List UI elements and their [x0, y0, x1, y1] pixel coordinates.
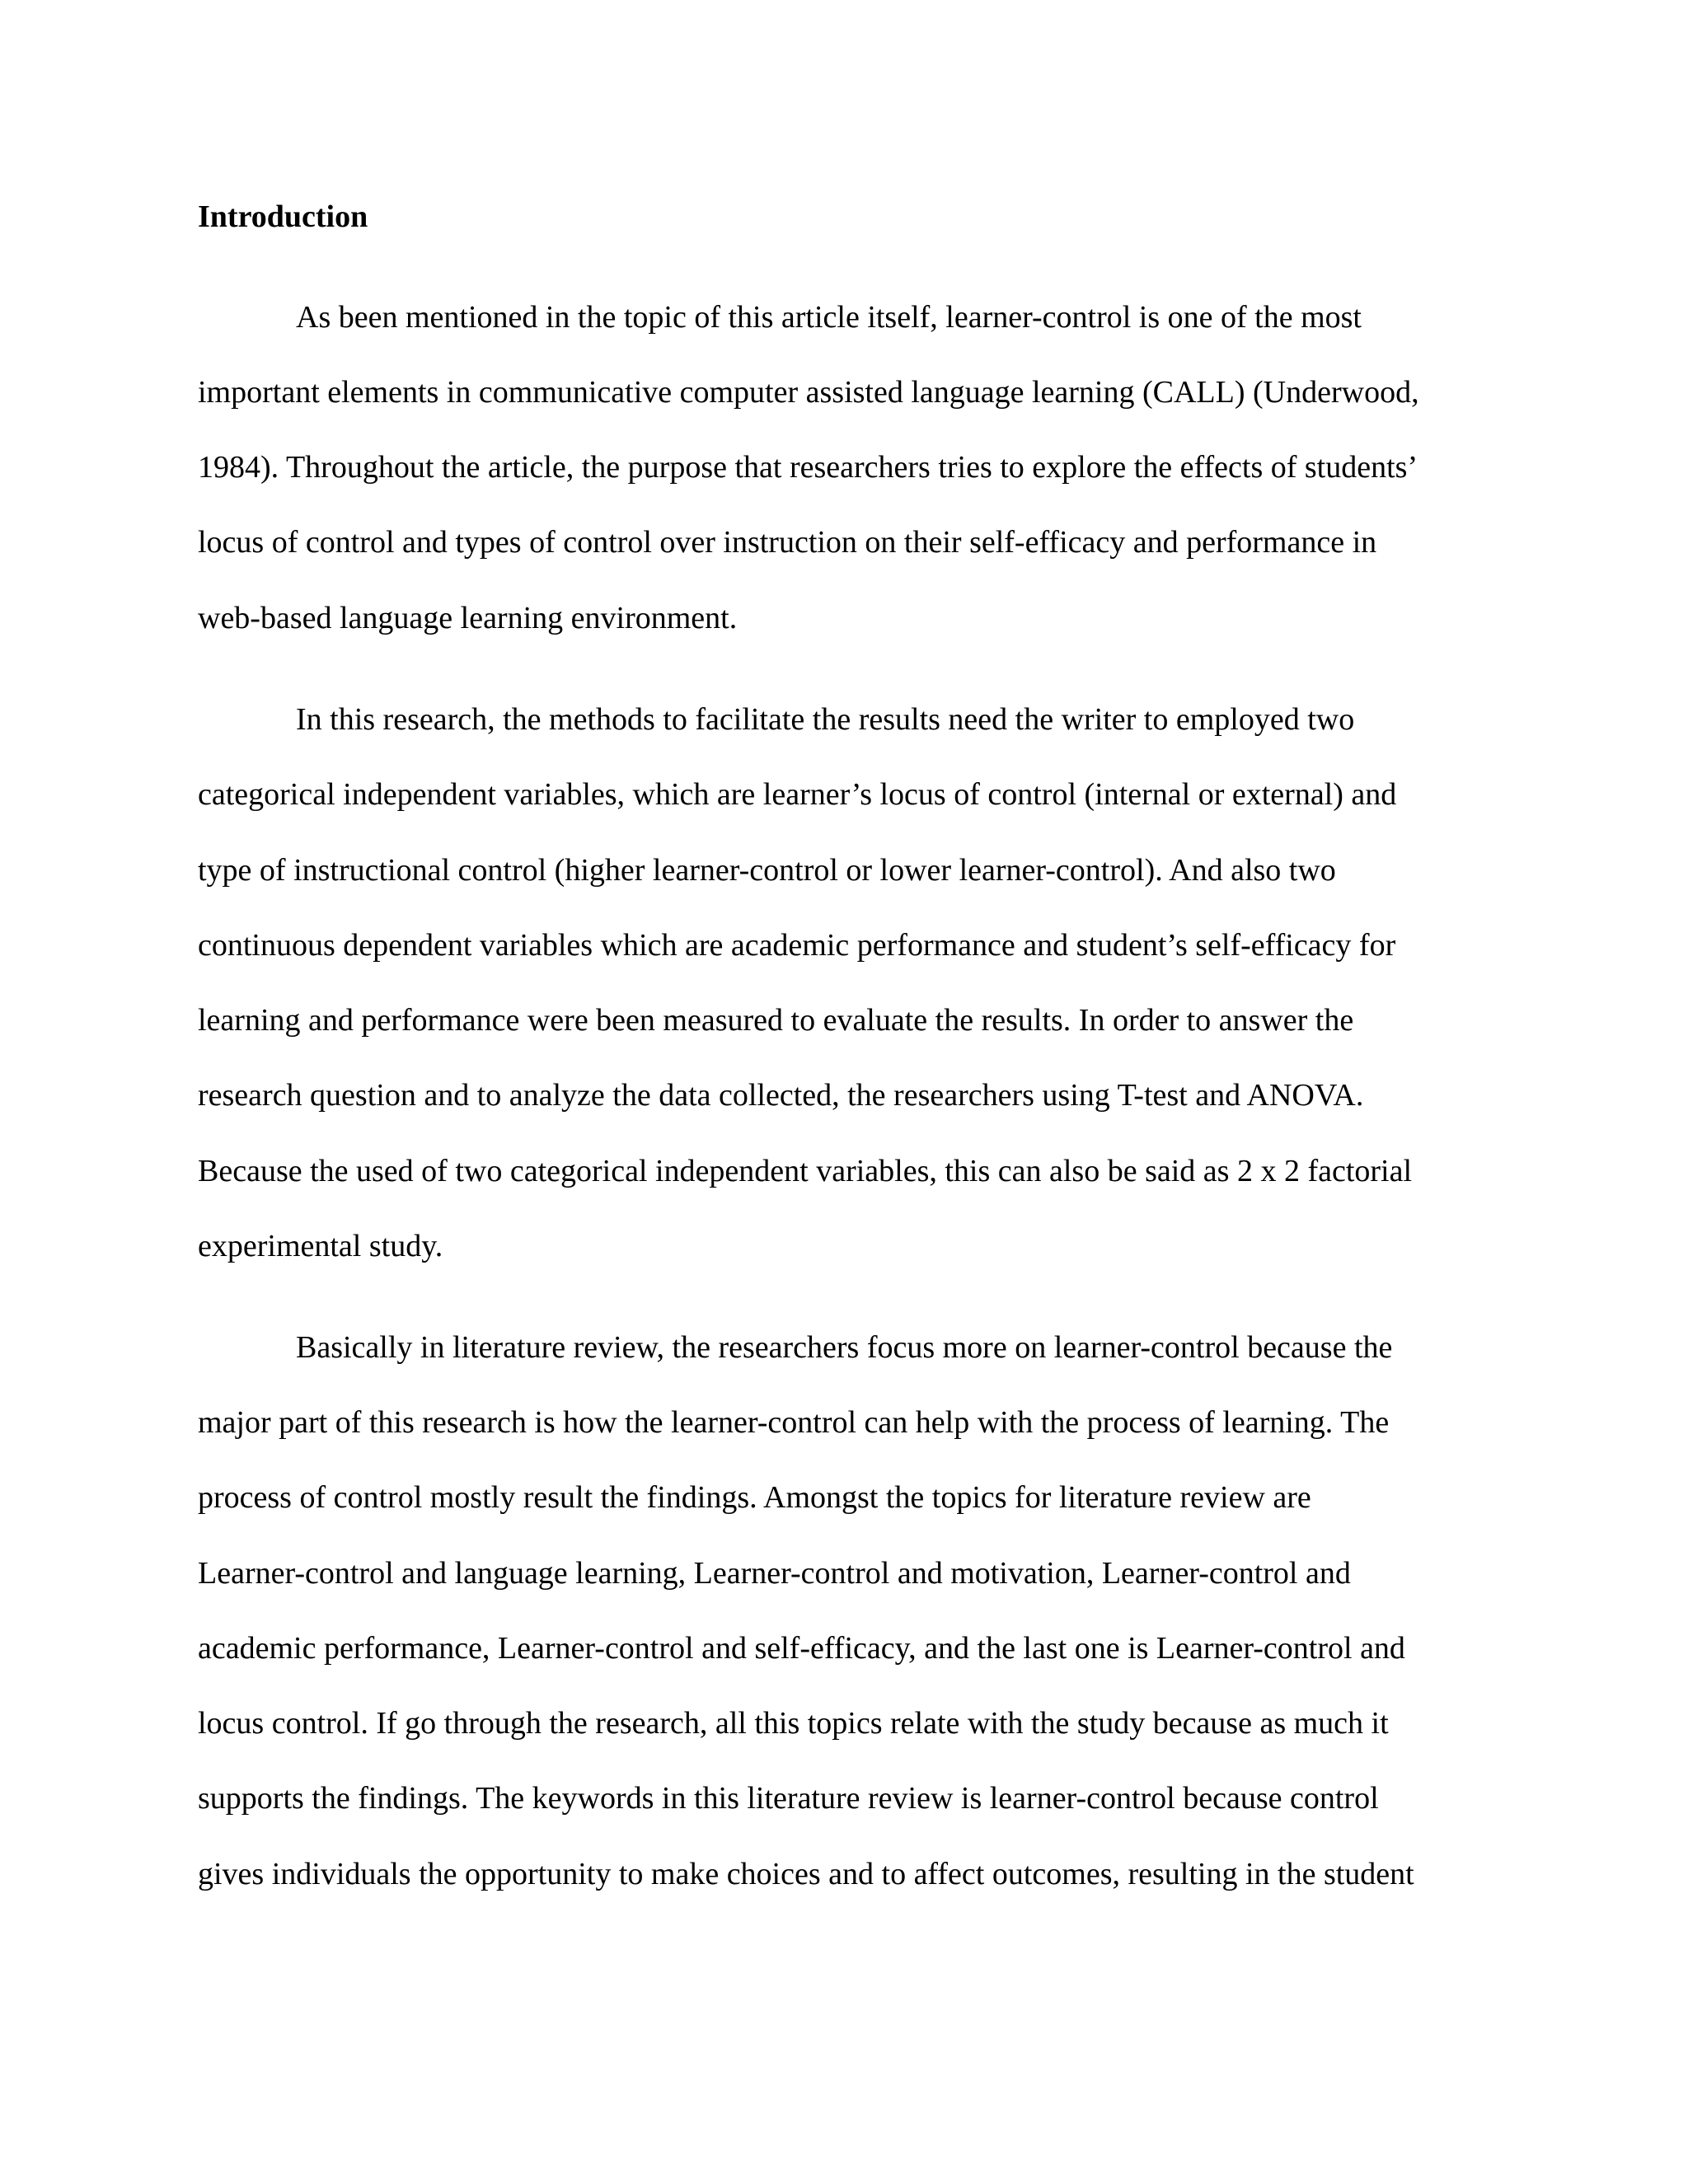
text-line: Because the used of two categorical independent variables, this can also be said as 2 x 2 factorial — [198, 1154, 1413, 1188]
text-line: supports the findings. The keywords in this literature review is learner-control because control — [198, 1781, 1379, 1816]
text-line: locus of control and types of control over instruction on their self-efficacy and performance in — [198, 525, 1377, 560]
section-heading: Introduction — [198, 199, 368, 234]
text-line: learning and performance were been measured to evaluate the results. In order to answer the — [198, 1003, 1354, 1038]
text-line: gives individuals the opportunity to make choices and to affect outcomes, resulting in the student — [198, 1857, 1414, 1891]
text-line: web-based language learning environment. — [198, 601, 738, 635]
text-line: Basically in literature review, the researchers focus more on learner-control because the — [296, 1330, 1393, 1365]
text-line: Learner-control and language learning, Learner-control and motivation, Learner-control and — [198, 1556, 1351, 1591]
text-line: experimental study. — [198, 1229, 443, 1263]
text-line: important elements in communicative computer assisted language learning (CALL) (Underwood, — [198, 375, 1419, 410]
text-line: locus control. If go through the research, all this topics relate with the study because as much it — [198, 1706, 1389, 1741]
text-line: process of control mostly result the findings. Amongst the topics for literature review are — [198, 1480, 1311, 1515]
text-line: academic performance, Learner-control and self-efficacy, and the last one is Learner-control and — [198, 1631, 1405, 1666]
text-line: major part of this research is how the learner-control can help with the process of learning. The — [198, 1405, 1390, 1440]
text-line: type of instructional control (higher learner-control or lower learner-control). And also two — [198, 853, 1336, 888]
text-line: As been mentioned in the topic of this article itself, learner-control is one of the most — [296, 300, 1362, 335]
text-line: continuous dependent variables which are academic performance and student’s self-efficacy for — [198, 928, 1396, 963]
text-line: In this research, the methods to facilitate the results need the writer to employed two — [296, 702, 1355, 737]
text-line: 1984). Throughout the article, the purpose that researchers tries to explore the effects of students’ — [198, 450, 1418, 485]
text-line: categorical independent variables, which are learner’s locus of control (internal or external) and — [198, 777, 1397, 812]
text-line: research question and to analyze the data collected, the researchers using T-test and ANOVA. — [198, 1078, 1364, 1113]
